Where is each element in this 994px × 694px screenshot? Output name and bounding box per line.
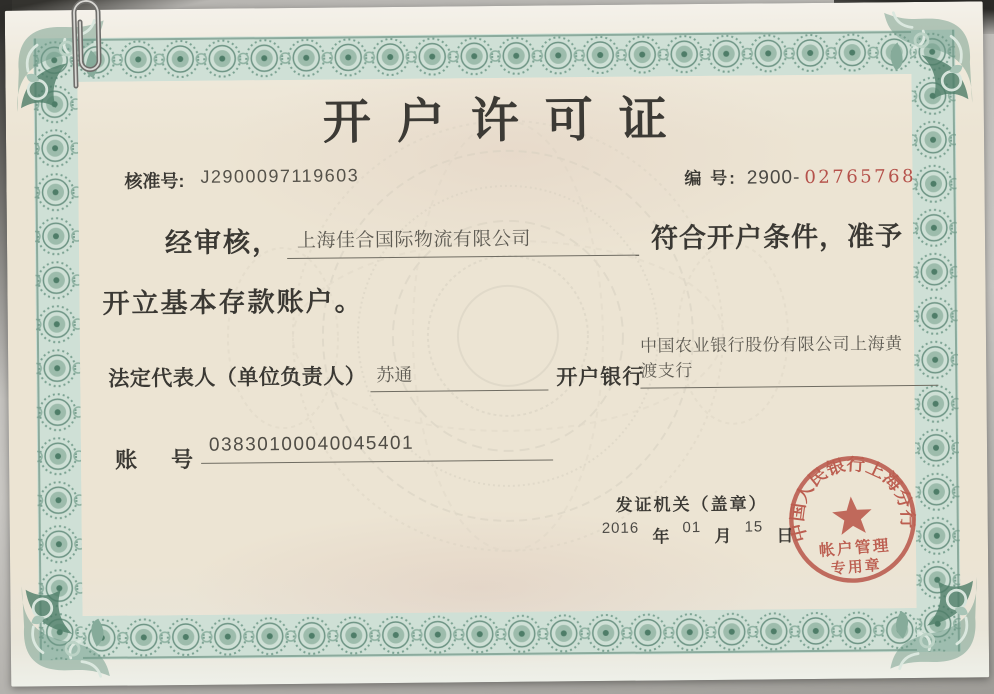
official-red-stamp — [776, 445, 929, 598]
legal-representative-label: 法定代表人（单位负责人） — [108, 365, 367, 391]
body-line-1 — [165, 214, 903, 260]
svg-text:中国人民银行上海分行 — [782, 449, 920, 545]
body-prefix: 经审核， — [164, 227, 282, 259]
border-top — [33, 30, 955, 83]
certificate-title: 开户许可证 — [322, 91, 694, 151]
paperclip-icon — [50, 0, 124, 94]
serial-number-red-value: 02765768 — [804, 165, 917, 189]
issue-date-row — [601, 511, 803, 547]
serial-number-label: 编 号: — [684, 168, 737, 189]
month-unit: 月 — [714, 526, 732, 546]
stamp-line2: 专用章 — [830, 557, 883, 578]
issuer-label: 发证机关（盖章） — [615, 494, 768, 515]
border-bottom — [39, 608, 961, 661]
legal-representative-name: 苏通 — [376, 364, 413, 386]
account-number-label: 账 号 — [114, 446, 200, 473]
serial-number-row — [684, 162, 916, 190]
year-unit: 年 — [652, 527, 670, 547]
account-number: 03830100040045401 — [208, 432, 415, 456]
approval-number-value: J2900097119603 — [200, 165, 360, 187]
issue-year: 2016 — [601, 519, 640, 538]
issue-day: 15 — [744, 518, 764, 536]
bank-label: 开户银行 — [556, 365, 645, 390]
company-name: 上海佳合国际物流有限公司 — [296, 228, 532, 252]
company-name-field — [287, 223, 639, 259]
issue-month: 01 — [682, 519, 702, 537]
bank-name-field — [640, 332, 939, 389]
account-number-field — [201, 431, 553, 463]
stamp-line1: 帐户管理 — [818, 537, 892, 561]
legal-representative-field — [370, 360, 548, 393]
day-unit: 日 — [776, 526, 794, 546]
legal-representative-row — [108, 358, 548, 393]
star-icon — [831, 495, 873, 535]
bank-name: 中国农业银行股份有限公司上海黄渡支行 — [639, 334, 903, 381]
approval-number-label: 核准号: — [124, 170, 185, 192]
body-suffix: 符合开户条件，准予 — [650, 221, 904, 254]
approval-number-row — [124, 165, 359, 193]
certificate-paper — [5, 1, 989, 686]
account-number-row — [114, 429, 553, 473]
serial-number-prefix: 2900- — [746, 167, 801, 189]
stamp-arc-text: 中国人民银行上海分行 — [787, 454, 917, 544]
border-corner-flourish — [16, 580, 119, 683]
body-line-2: 开立基本存款账户。 — [102, 286, 364, 319]
